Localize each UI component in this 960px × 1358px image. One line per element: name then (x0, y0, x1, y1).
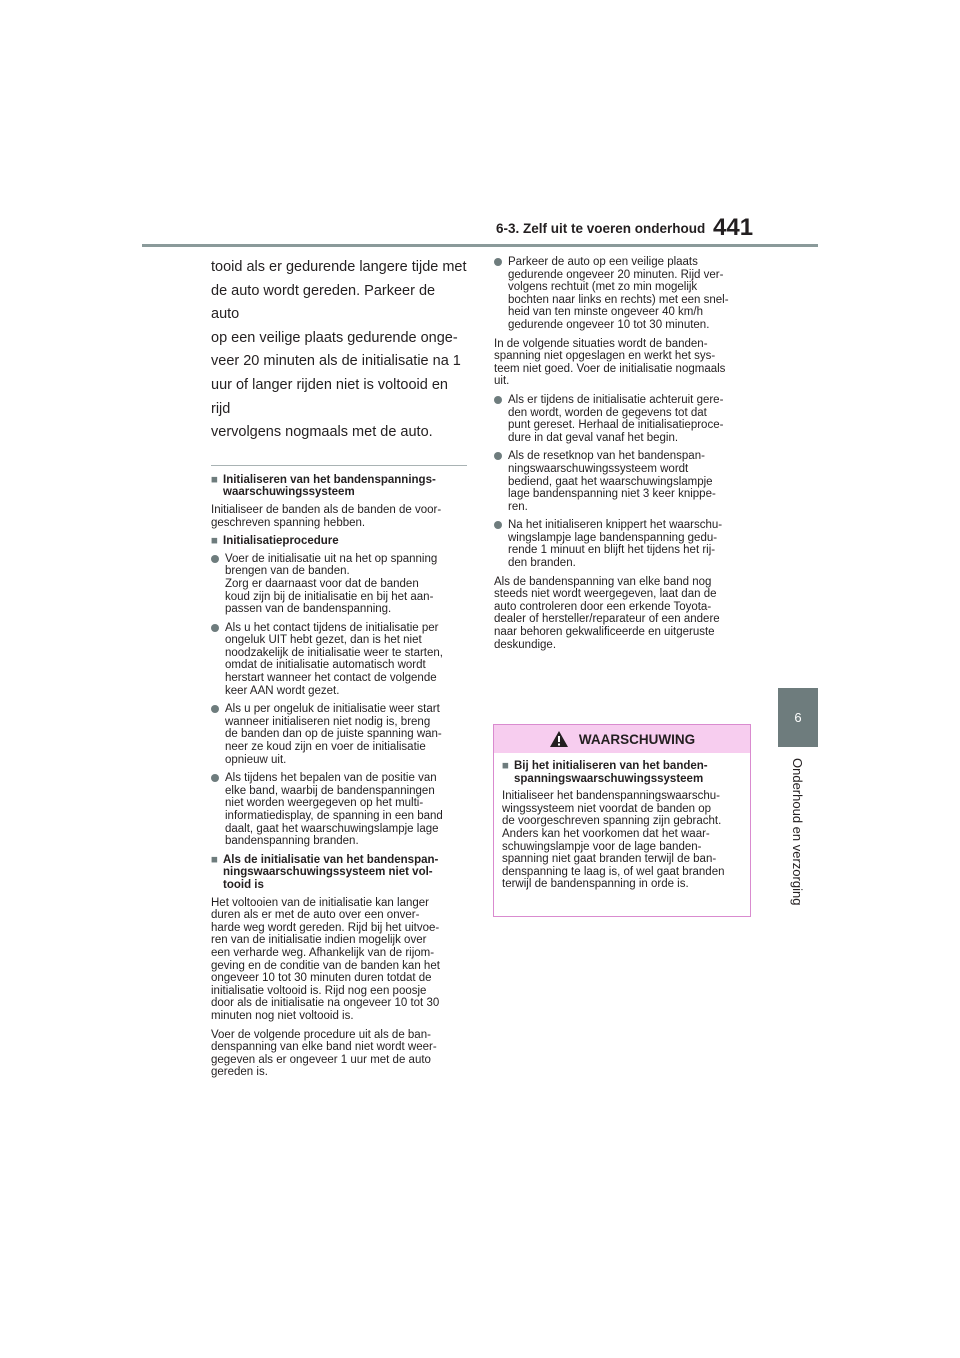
warning-box (493, 724, 751, 917)
heading-text: Initialisatieprocedure (223, 535, 339, 548)
list-item-text: Voer de initialisatie uit na het op spanning brengen van de banden. Zorg er daarnaast voor dat de banden koud zijn bij de initialisatie en bij het aan- passen van de bandenspanning. (225, 552, 438, 616)
list-item (211, 553, 467, 616)
heading-initialization-procedure (211, 535, 467, 548)
list-item-text: Parkeer de auto op een veilige plaats gedurende ongeveer 20 minuten. Rijd ver- volgens rechtuit (met zo min mogelijk bochten naar links en rechts) met een snel- heid van ten minste ongeveer 40 km/h gedurende ongeveer 10 tot 30 minuten. (508, 256, 729, 331)
circle-bullet-icon (211, 624, 219, 632)
list-item (211, 703, 467, 766)
chapter-number: 6 (794, 710, 802, 725)
heading-text: Initialiseren van het bandenspannings- waarschuwingssysteem (223, 473, 436, 499)
warning-header (494, 725, 750, 753)
list-item (211, 622, 467, 698)
paragraph: Initialiseer de banden als de banden de voor- geschreven spanning hebben. (211, 503, 442, 529)
section-divider (211, 465, 467, 466)
header-rule (142, 244, 818, 247)
chapter-label: Onderhoud en verzorging (790, 758, 805, 906)
list-item-text: Als er tijdens de initialisatie achteruit gere- den wordt, worden de gegevens tot dat punt gereset. Herhaal de initialisatieproce- dure in dat geval vanaf het begin. (508, 393, 724, 444)
heading-text: Bij het initialiseren van het banden- spanningswaarschuwingssysteem (514, 760, 708, 785)
circle-bullet-icon (494, 452, 502, 460)
paragraph: In de volgende situaties wordt de banden- spanning niet opgeslagen en werkt het sys- teem niet goed. Voer de initialisatie nogmaals uit. (494, 337, 726, 388)
left-column (211, 256, 467, 1085)
warning-body (494, 753, 750, 891)
chapter-label-container (790, 758, 810, 920)
square-bullet-icon: ■ (211, 535, 218, 548)
list-item-text: Als u het contact tijdens de initialisatie per ongeluk UIT hebt gezet, dan is het niet noodzakelijk de initialisatie weer te starten, omdat de initialisatie automatisch wordt herstart wanneer het contact de volgende keer AAN wordt gezet. (225, 621, 443, 697)
warning-heading (502, 760, 742, 785)
list-item-text: Als tijdens het bepalen van de positie van elke band, waarbij de bandenspanningen niet worden weergegeven op het multi- informatiedisplay, de spanning in een band daalt, gaat het waarschuwingslampje lage bandenspanning branden. (225, 772, 443, 848)
circle-bullet-icon (494, 258, 502, 266)
warning-title: WAARSCHUWING (578, 731, 696, 747)
square-bullet-icon: ■ (211, 473, 218, 486)
paragraph: Als de bandenspanning van elke band nog steeds niet wordt weergegeven, laat dan de auto controleren door een erkende Toyota- dealer of hersteller/reparateur of een andere naar behoren gekwalificeerde en uitgeruste deskundige. (494, 575, 720, 651)
paragraph: Het voltooien van de initialisatie kan langer duren als er met de auto over een onver- harde weg wordt gereden. Rijd bij het uitvoe- ren van de initialisatie indien mogelijk over een verharde weg. Afhankelijk van de rijom- geving en de conditie van de banden kan het ongeveer 10 tot 30 minuten duren totdat de initialisatie voltooid is. Rijd nog een poosje door als de initialisatie na ongeveer 10 tot 30 minuten nog niet voltooid is. (211, 896, 440, 1022)
heading-text: Als de initialisatie van het bandenspan- ningswaarschuwingssysteem niet vol- tooid is (223, 853, 439, 891)
list-item (211, 772, 467, 848)
heading-initialize-tpws (211, 474, 467, 499)
list-item-text: Als de resetknop van het bandenspan- ningswaarschuwingssysteem wordt bediend, gaat het waarschuwingslampje lage bandenspanning niet 3 keer knippe- ren. (508, 450, 716, 513)
circle-bullet-icon (494, 396, 502, 404)
list-item (494, 450, 752, 513)
list-item (494, 394, 752, 444)
page-number: 441 (713, 214, 754, 241)
square-bullet-icon: ■ (211, 853, 218, 866)
paragraph: Voer de volgende procedure uit als de ban- denspanning van elke band niet wordt weer- gegeven als er ongeveer 1 uur met de auto gereden is. (211, 1028, 437, 1079)
list-item-text: Na het initialiseren knippert het waarschu- wingslampje lage bandenspanning gedu- rende 1 minuut en blijft het tijdens het rij- den branden. (508, 519, 723, 570)
circle-bullet-icon (211, 774, 219, 782)
circle-bullet-icon (211, 705, 219, 713)
list-item (494, 256, 752, 332)
square-bullet-icon: ■ (502, 760, 509, 772)
right-column (494, 256, 752, 657)
warning-text: Initialiseer het bandenspanningswaarschu- wingssysteem niet voordat de banden op de voorgeschreven spanning zijn gebracht. Anders kan het voorkomen dat het waar- schuwingslampje voor de lage banden- spanning niet gaat branden terwijl de ban- denspanning te laag is, of wel gaat branden terwijl de bandenspanning in orde is. (502, 790, 725, 891)
chapter-tab (778, 688, 818, 747)
warning-triangle-icon (549, 730, 569, 748)
list-item (494, 519, 752, 569)
list-item-text: Als u per ongeluk de initialisatie weer start wanneer initialiseren niet nodig is, breng de banden dan op de juiste spanning wan- neer ze koud zijn en voer de initialisatie opnieuw uit. (225, 703, 442, 766)
intro-paragraph: tooid als er gedurende langere tijde met de auto wordt gereden. Parkeer de auto op een veilige plaats gedurende onge- veer 20 minuten als de initialisatie na 1 uur of langer rijden niet is voltooid en rijd vervolgens nogmaals met de auto. (211, 259, 467, 441)
circle-bullet-icon (211, 555, 219, 563)
heading-initialization-not-complete (211, 854, 467, 892)
section-title: 6-3. Zelf uit te voeren onderhoud (496, 221, 706, 236)
circle-bullet-icon (494, 521, 502, 529)
